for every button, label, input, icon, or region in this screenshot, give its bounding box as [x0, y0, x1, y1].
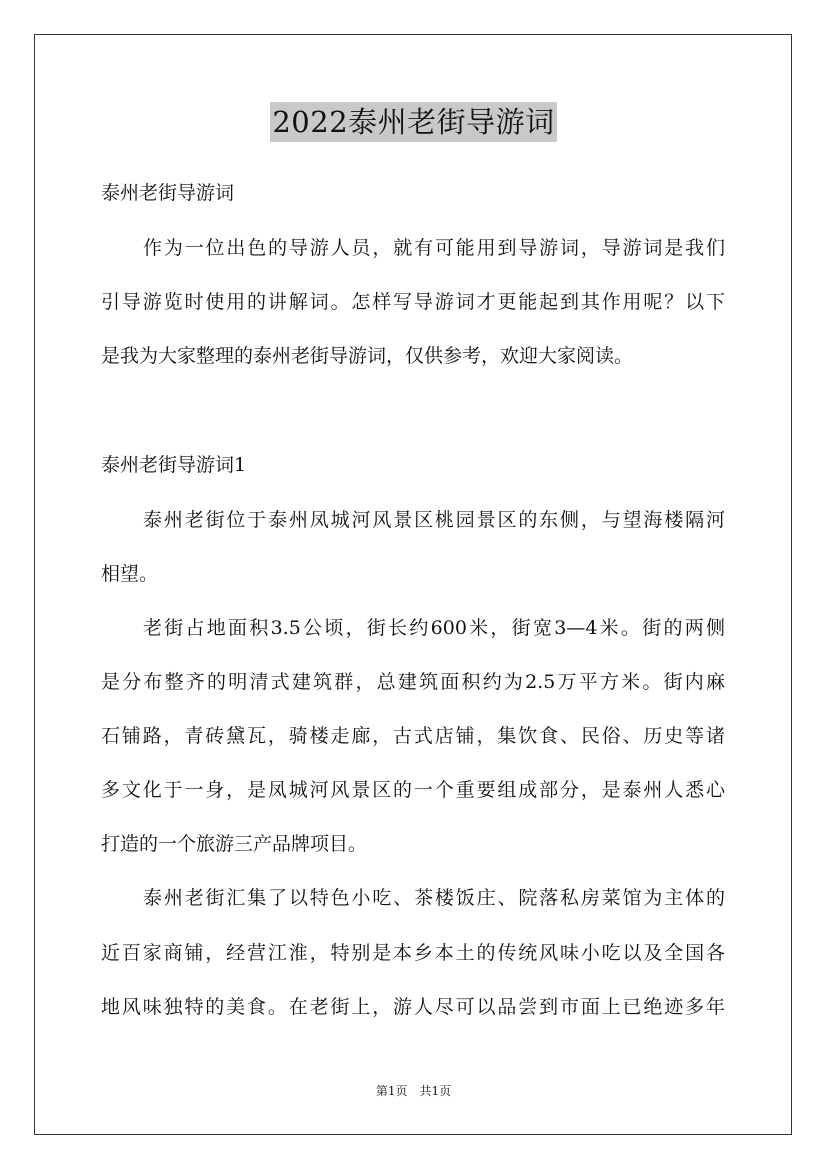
- title-container: [0, 102, 827, 142]
- paragraph-line: 石铺路，青砖黛瓦，骑楼走廊，古式店铺，集饮食、民俗、历史等诸: [101, 725, 725, 747]
- paragraph-line: 近百家商铺，经营江淮，特别是本乡本土的传统风味小吃以及全国各: [101, 942, 725, 964]
- paragraph-line: 多文化于一身，是凤城河风景区的一个重要组成部分，是泰州人悉心: [101, 779, 725, 801]
- document-title: 2022泰州老街导游词: [270, 102, 556, 142]
- page-number: 第1页: [375, 1084, 408, 1098]
- paragraph-line: 相望。: [101, 563, 159, 585]
- paragraph-line: 泰州老街位于泰州凤城河风景区桃园景区的东侧，与望海楼隔河: [143, 509, 725, 531]
- paragraph-line: 地风味独特的美食。在老街上，游人尽可以品尝到市面上已绝迹多年: [101, 996, 725, 1018]
- paragraph-line: 打造的一个旅游三产品牌项目。: [101, 833, 368, 855]
- paragraph-line: 老街占地面积3.5公顷，街长约600米，街宽3—4米。街的两侧: [143, 617, 725, 639]
- paragraph-line: 是我为大家整理的泰州老街导游词，仅供参考，欢迎大家阅读。: [101, 345, 634, 367]
- page-total: 共1页: [419, 1084, 452, 1098]
- section-heading: 泰州老街导游词1: [101, 454, 247, 476]
- paragraph-line: 作为一位出色的导游人员，就有可能用到导游词，导游词是我们: [143, 237, 725, 259]
- paragraph-line: 引导游览时使用的讲解词。怎样写导游词才更能起到其作用呢？以下: [101, 291, 725, 313]
- page-footer: [0, 1083, 827, 1099]
- paragraph-line: 泰州老街汇集了以特色小吃、茶楼饭庄、院落私房菜馆为主体的: [143, 887, 725, 909]
- section-heading: 泰州老街导游词: [101, 182, 235, 204]
- paragraph-line: 是分布整齐的明清式建筑群，总建筑面积约为2.5万平方米。街内麻: [101, 671, 725, 693]
